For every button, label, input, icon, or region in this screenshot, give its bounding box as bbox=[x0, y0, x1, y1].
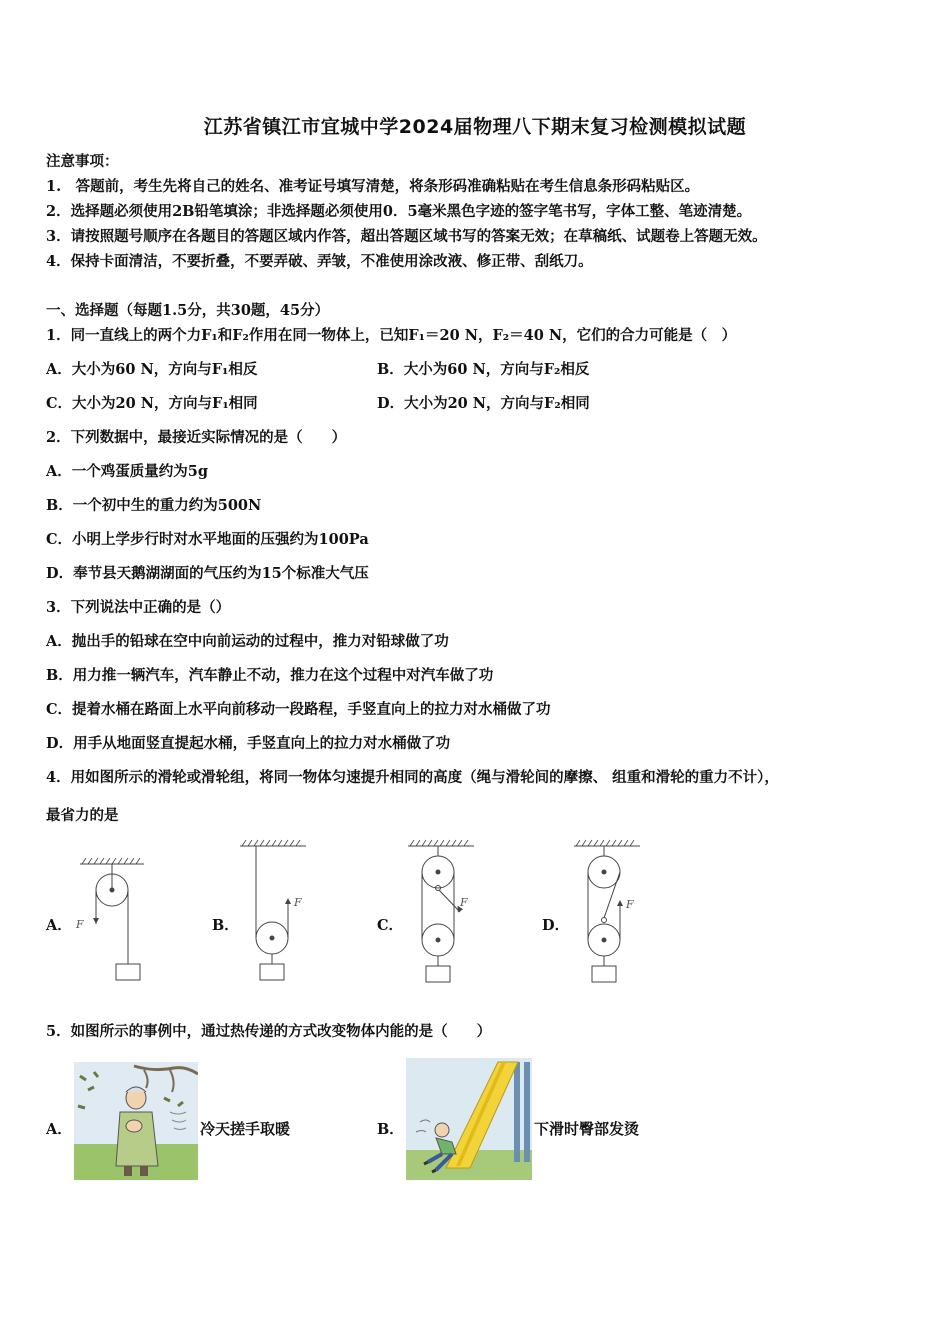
q1-option-a: A．大小为60 N，方向与F₁相反 bbox=[46, 361, 258, 378]
q4-stem: 4．用如图所示的滑轮或滑轮组，将同一物体匀速提升相同的高度（绳与滑轮间的摩擦、 组重和滑轮的重力不计）， bbox=[46, 769, 779, 786]
q4-stem-cont: 最省力的是 bbox=[46, 807, 119, 824]
q1-stem: 1．同一直线上的两个力F₁和F₂作用在同一物体上，已知F₁＝20 N，F₂＝40 N，它们的合力可能是（ ） bbox=[46, 327, 737, 344]
q4-label-b: B． bbox=[212, 917, 239, 934]
cold-hands-illustration bbox=[74, 1062, 198, 1180]
force-label-c: F bbox=[460, 896, 468, 909]
force-label-d: F bbox=[626, 898, 634, 911]
section-heading: 一、选择题（每题1.5分，共30题，45分） bbox=[46, 302, 330, 319]
q3-option-b: B．用力推一辆汽车，汽车静止不动，推力在这个过程中对汽车做了功 bbox=[46, 667, 494, 684]
q3-option-a: A．抛出手的铅球在空中向前运动的过程中，推力对铅球做了功 bbox=[46, 633, 449, 650]
q5-caption-a: 冷天搓手取暖 bbox=[200, 1120, 291, 1138]
notice-item-1: 1. 答题前，考生先将自己的姓名、准考证号填写清楚，将条形码准确粘贴在考生信息条形码粘贴区。 bbox=[46, 178, 700, 195]
q1-option-c: C．大小为20 N，方向与F₁相同 bbox=[46, 395, 258, 412]
force-label-b: F bbox=[294, 896, 302, 909]
notice-heading: 注意事项： bbox=[46, 153, 119, 170]
q5-caption-b: 下滑时臀部发烫 bbox=[534, 1120, 640, 1138]
q5-label-b: B． bbox=[377, 1121, 404, 1138]
q3-stem: 3．下列说法中正确的是（） bbox=[46, 599, 231, 616]
q2-option-c: C．小明上学步行时对水平地面的压强约为100Pa bbox=[46, 531, 369, 548]
q5-label-a: A． bbox=[46, 1121, 72, 1138]
q2-option-b: B．一个初中生的重力约为500N bbox=[46, 497, 262, 514]
q2-option-d: D．奉节县天鹅湖湖面的气压约为15个标准大气压 bbox=[46, 565, 369, 582]
notice-item-3: 3．请按照题号顺序在各题目的答题区域内作答，超出答题区域书写的答案无效；在草稿纸、试题卷上答题无效。 bbox=[46, 228, 767, 245]
q2-stem: 2．下列数据中，最接近实际情况的是（ ） bbox=[46, 429, 347, 446]
q1-option-b: B．大小为60 N，方向与F₂相反 bbox=[377, 361, 590, 378]
q2-option-a: A．一个鸡蛋质量约为5g bbox=[46, 463, 208, 480]
q4-label-d: D． bbox=[542, 917, 570, 934]
slide-illustration bbox=[406, 1058, 532, 1180]
q4-label-a: A． bbox=[46, 917, 72, 934]
q5-stem: 5．如图所示的事例中，通过热传递的方式改变物体内能的是（ ） bbox=[46, 1023, 492, 1040]
q4-label-c: C． bbox=[377, 917, 404, 934]
notice-item-4: 4．保持卡面清洁，不要折叠，不要弄破、弄皱，不准使用涂改液、修正带、刮纸刀。 bbox=[46, 253, 593, 270]
page-title: 江苏省镇江市宜城中学2024届物理八下期末复习检测模拟试题 bbox=[203, 116, 747, 138]
q1-option-d: D．大小为20 N，方向与F₂相同 bbox=[377, 395, 590, 412]
q3-option-d: D．用手从地面竖直提起水桶，手竖直向上的拉力对水桶做了功 bbox=[46, 735, 451, 752]
pulley-figure-d bbox=[564, 838, 654, 988]
pulley-figure-a bbox=[66, 852, 156, 987]
pulley-figure-b bbox=[230, 838, 320, 988]
q3-option-c: C．提着水桶在路面上水平向前移动一段路程，手竖直向上的拉力对水桶做了功 bbox=[46, 701, 551, 718]
pulley-figure-c bbox=[398, 838, 488, 988]
force-label-a: F bbox=[76, 918, 84, 931]
notice-item-2: 2．选择题必须使用2B铅笔填涂；非选择题必须使用0．5毫米黑色字迹的签字笔书写，字体工整、笔迹清楚。 bbox=[46, 203, 752, 220]
